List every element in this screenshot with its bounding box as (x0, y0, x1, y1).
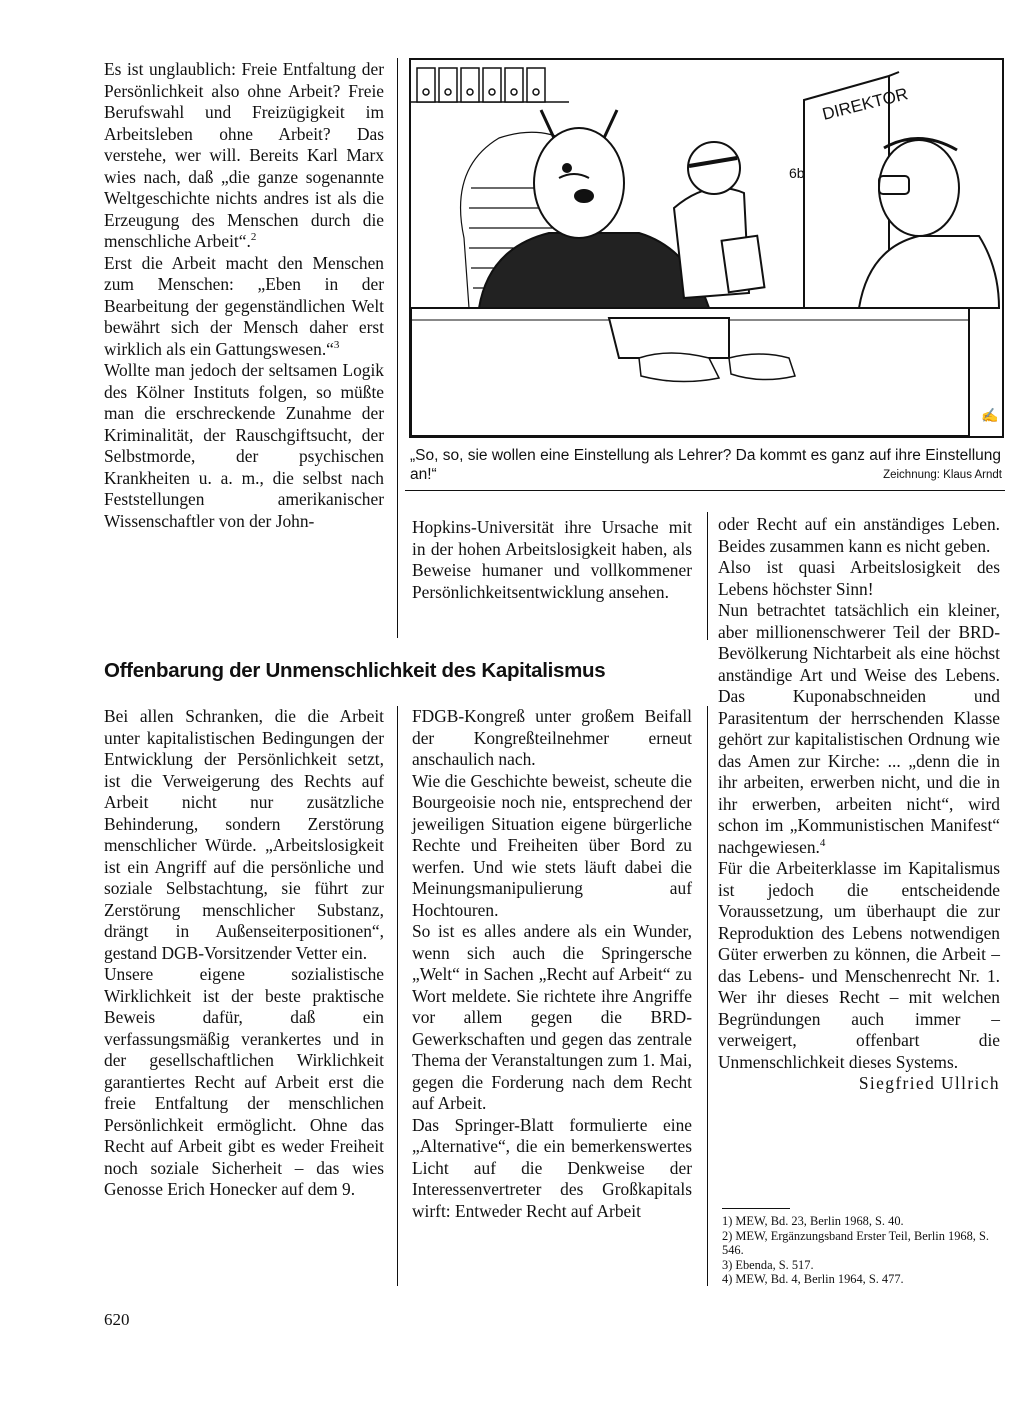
section-left-paragraph-1: Bei allen Schranken, die die Arbeit unter kapitalistischen Bedingungen der Entwicklung der Persönlichkeit setzt, ist die Verweigerung des Rechts auf Arbeit nicht nur zusätzliche Behinderung, sondern Zerstörung menschlicher Würde. „Arbeitslosigkeit ist ein Angriff auf die persönliche und soziale Selbstachtung, sie führt zur Zerstörung menschlicher Substanz, drängt in Außenseiterpositionen“, gestand DGB-Vorsitzender Vetter ein. (104, 706, 384, 963)
right-paragraph-2: Also ist quasi Arbeitslosigkeit des Lebens höchster Sinn! (718, 557, 1000, 599)
cartoon-credit: Zeichnung: Klaus Arndt (883, 469, 1002, 481)
section-left-paragraph-2: Unsere eigene sozialistische Wirklichkeit ist der beste praktische Beweis dafür, daß ein verfassungsmäßig verankertes und in der gesellschaftlichen Wirklichkeit garantiertes Recht auf Arbeit erst die freie Entfaltung der menschlichen Persönlichkeit ermöglicht. Ohne das Recht auf Arbeit gibt es weder Freiheit noch soziale Sicherheit – das wies Genosse Erich Honecker auf dem 9. (104, 964, 384, 1199)
author-signature: Siegfried Ullrich (858, 1073, 1000, 1093)
middle-continuation-text: Hopkins-Universität ihre Ursache mit in der hohen Arbeitslosigkeit haben, als Beweise humaner und vollkommener Persönlichkeitsentwicklung ansehen. (412, 517, 692, 602)
cartoon-caption: „So, so, sie wollen eine Einstellung als Lehrer? Da kommt es ganz auf ihre Einstellung an!“ (410, 447, 1002, 483)
section-middle-paragraph-1: FDGB-Kongreß unter großem Beifall der Kongreßteilnehmer erneut anschaulich nach. (412, 706, 692, 769)
file-shelf (411, 68, 569, 102)
section-heading: Offenbarung der Unmenschlichkeit des Kapitalismus (104, 659, 606, 682)
right-paragraph-3: Nun betrachtet tatsächlich ein kleiner, aber millionenschwerer Teil der BRD-Bevölkerung Nichtarbeit als eine höchst anständige Art und Weise des Lebens. Das Kuponabschneiden und Parasitentum der herrschenden Klasse gehört zur kapitalistischen Ordnung wie das Amen zur Kirche: ... „denn die in ihr arbeiten, erwerben nicht, und die in ihr erwerben, arbeiten nicht“, wird schon im „Kommunistischen Manifest“ nachgewiesen.$^4$ (718, 600, 1000, 857)
footnote-mark-4: 4 (819, 836, 826, 849)
intro-paragraph-2: Erst die Arbeit macht den Menschen zum Menschen: „Eben in der Bearbeitung der gegenständlichen Welt bewährt sich der Mensch daher erst wirklich als ein Gattungswesen.“$^3$ (104, 252, 384, 359)
room-number: 6b (789, 165, 805, 181)
caption-rule (405, 490, 1005, 491)
footnotes (722, 1214, 1002, 1287)
footnote-2: 2) MEW, Ergänzungsband Erster Teil, Berlin 1968, S. 546. (722, 1228, 989, 1257)
footnote-3: 3) Ebenda, S. 517. (722, 1257, 814, 1272)
door-sign: DIREKTOR (820, 84, 910, 124)
right-paragraph-4: Für die Arbeiterklasse im Kapitalismus ist jedoch die entscheidende Voraussetzung, um überhaupt die zur Reproduktion des Lebens notwendigen Güter erwerben zu können, die Arbeit – das Lebens- und Menschenrecht Nr. 1. Wer ihr dieses Recht – mit welchen Begründungen auch immer – verweigert, offenbart die Unmenschlichkeit dieses Systems. (718, 858, 1000, 1072)
footnote-mark-3: 3 (333, 338, 340, 351)
column-rule-top (397, 58, 398, 638)
footnote-1: 1) MEW, Bd. 23, Berlin 1968, S. 40. (722, 1214, 904, 1228)
artist-monogram: ✍ (981, 407, 999, 423)
intro-paragraph-1: Es ist unglaublich: Freie Entfaltung der Persönlichkeit also ohne Arbeit? Freie Berufswahl und Freizügigkeit im Arbeitsleben ohne Arbeit? Das verstehe, wer will. Bereits Karl Marx wies nach, daß „die ganze sogenannte Weltgeschichte nichts andres ist als die Erzeugung des Menschen durch die menschliche Arbeit“.$^2$ (104, 59, 384, 251)
right-paragraph-1: oder Recht auf ein anständiges Leben. Beides zusammen kann es nicht geben. (718, 514, 1000, 556)
footnote-mark-2: 2 (250, 231, 257, 244)
section-left-column (104, 706, 384, 1201)
cartoon-illustration (409, 58, 1004, 438)
intro-paragraph-3: Wollte man jedoch der seltsamen Logik des Kölner Instituts folgen, so müßte man die erschreckende Zunahme der Kriminalität, der Rauschgiftsucht, der Selbstmorde, der psychischen Krankheiten u. a. m., die selbst nach Feststellungen amerikanischer Wissenschaftler von der John- (104, 360, 384, 531)
middle-continuation (412, 517, 692, 603)
footnote-rule (722, 1208, 790, 1209)
right-column (718, 514, 1000, 1095)
section-middle-paragraph-2: Wie die Geschichte beweist, scheute die Bourgeoisie noch nie, entsprechend der jeweiligen Situation eigene bürgerliche Rechte und Freiheiten über Bord zu werfen. Und wie stets läuft dabei die Meinungsmanipulierung auf Hochtouren. (412, 770, 692, 920)
column-rule-bottom-right (707, 706, 708, 1286)
section-middle-column (412, 706, 692, 1222)
column-rule-bottom (397, 706, 398, 1286)
page-number: 620 (104, 1310, 130, 1329)
section-middle-paragraph-3: So ist es alles andere als ein Wunder, wenn sich auch die Springersche „Welt“ in Sachen „Recht auf Arbeit“ zu Wort meldete. Sie richtete ihre Angriffe vor allem gegen die BRD-Gewerkschaften und gegen das zentrale Thema der Veranstaltungen zum 1. Mai, gegen die Forderung nach dem Recht auf Arbeit. (412, 921, 692, 1113)
footnote-4: 4) MEW, Bd. 4, Berlin 1964, S. 477. (722, 1272, 904, 1286)
intro-column (104, 59, 384, 532)
column-rule-top-right (707, 512, 708, 640)
section-middle-paragraph-4: Das Springer-Blatt formulierte eine „Alternative“, die ein bemerkenswertes Licht auf die Denkweise der Interessenvertreter des Großkapitals wirft: Entweder Recht auf Arbeit (412, 1114, 692, 1221)
